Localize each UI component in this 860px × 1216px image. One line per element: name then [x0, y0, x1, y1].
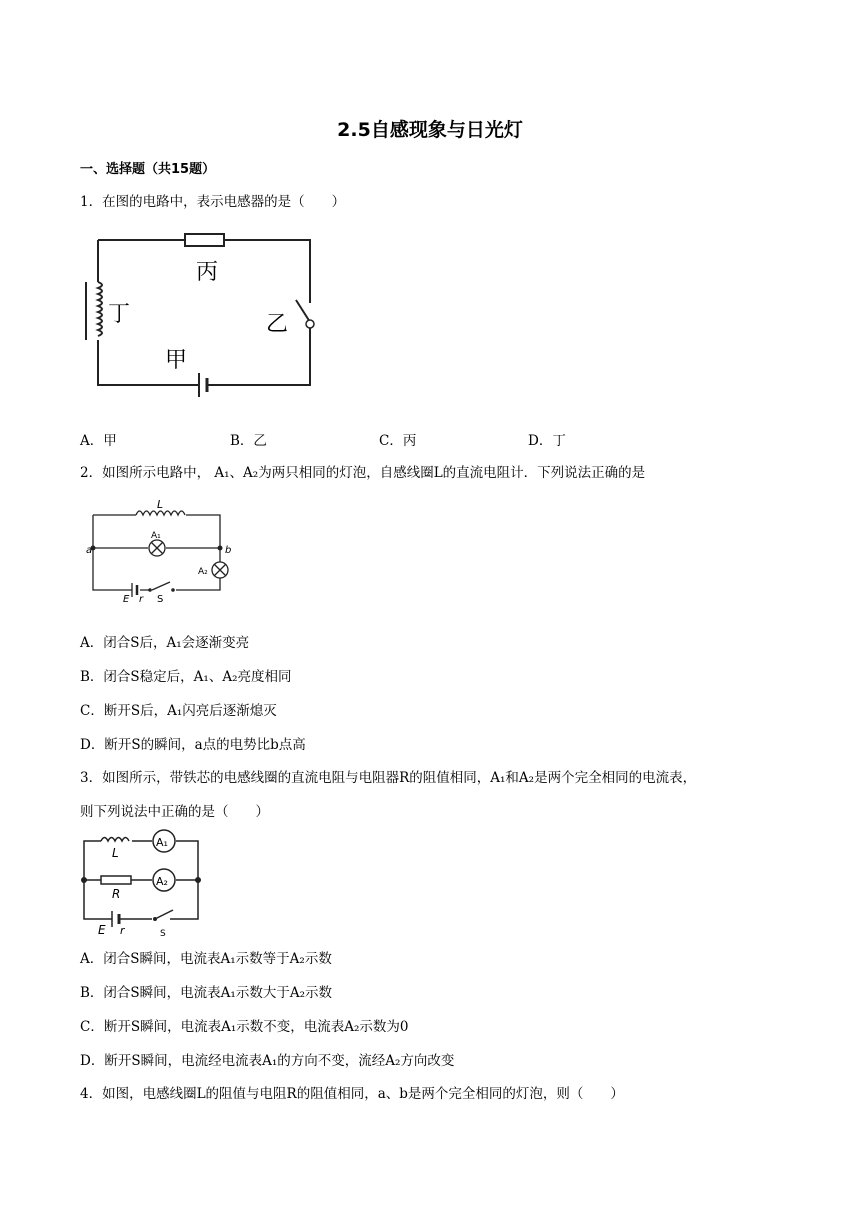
q3-option-b: B．闭合S瞬间，电流表A₁示数大于A₂示数 [80, 985, 332, 1001]
q3-stem-line2: 则下列说法中正确的是（ ） [80, 804, 269, 820]
label-L: L [157, 498, 164, 511]
label-r: r [139, 594, 144, 605]
q1-option-d: D．丁 [528, 433, 566, 449]
q4-stem: 4．如图，电感线圈L的阻值与电阻R的阻值相同，a、b是两个完全相同的灯泡，则（ ） [80, 1086, 624, 1102]
q3-stem-line1: 3．如图所示，带铁芯的电感线圈的直流电阻与电阻器R的阻值相同，A₁和A₂是两个完全相同的电流表， [80, 770, 697, 786]
label-E: E [98, 923, 106, 937]
label-yi: 乙 [266, 312, 289, 337]
q2-stem: 2．如图所示电路中， A₁、A₂为两只相同的灯泡，自感线圈L的直流电阻计．下列说法正确的是 [80, 465, 646, 481]
label-jia: 甲 [165, 348, 188, 373]
label-L: L [112, 846, 119, 860]
label-E: E [123, 594, 130, 605]
label-R: R [112, 887, 121, 901]
label-A1: A₁ [156, 836, 168, 849]
label-S: S [160, 929, 166, 939]
q2-option-d: D．断开S的瞬间，a点的电势比b点高 [80, 737, 306, 753]
label-A2: A₂ [198, 567, 208, 577]
label-b: b [225, 545, 232, 556]
q1-option-a: A．甲 [80, 433, 117, 449]
label-S: S [157, 594, 164, 605]
q2-option-b: B．闭合S稳定后，A₁、A₂亮度相同 [80, 669, 292, 685]
label-A1: A₁ [151, 531, 161, 541]
q3-option-a: A．闭合S瞬间，电流表A₁示数等于A₂示数 [80, 951, 332, 967]
label-ding: 丁 [108, 302, 131, 327]
q3-option-d: D．断开S瞬间，电流经电流表A₁的方向不变，流经A₂方向改变 [80, 1053, 455, 1069]
q1-stem: 1．在图的电路中，表示电感器的是（ ） [80, 194, 346, 210]
q3-option-c: C．断开S瞬间，电流表A₁示数不变，电流表A₂示数为0 [80, 1019, 409, 1035]
q1-option-b: B．乙 [230, 433, 267, 449]
q1-option-c: C．丙 [379, 433, 417, 449]
page-title: 2.5自感现象与日光灯 [337, 119, 523, 141]
label-r: r [120, 924, 125, 937]
q2-option-c: C．断开S后，A₁闪亮后逐渐熄灭 [80, 703, 277, 719]
section-heading: 一、选择题（共15题） [80, 162, 216, 177]
label-bing: 丙 [196, 260, 219, 285]
q2-option-a: A．闭合S后，A₁会逐渐变亮 [80, 635, 250, 651]
label-a: a [86, 545, 93, 556]
label-A2: A₂ [156, 875, 168, 888]
